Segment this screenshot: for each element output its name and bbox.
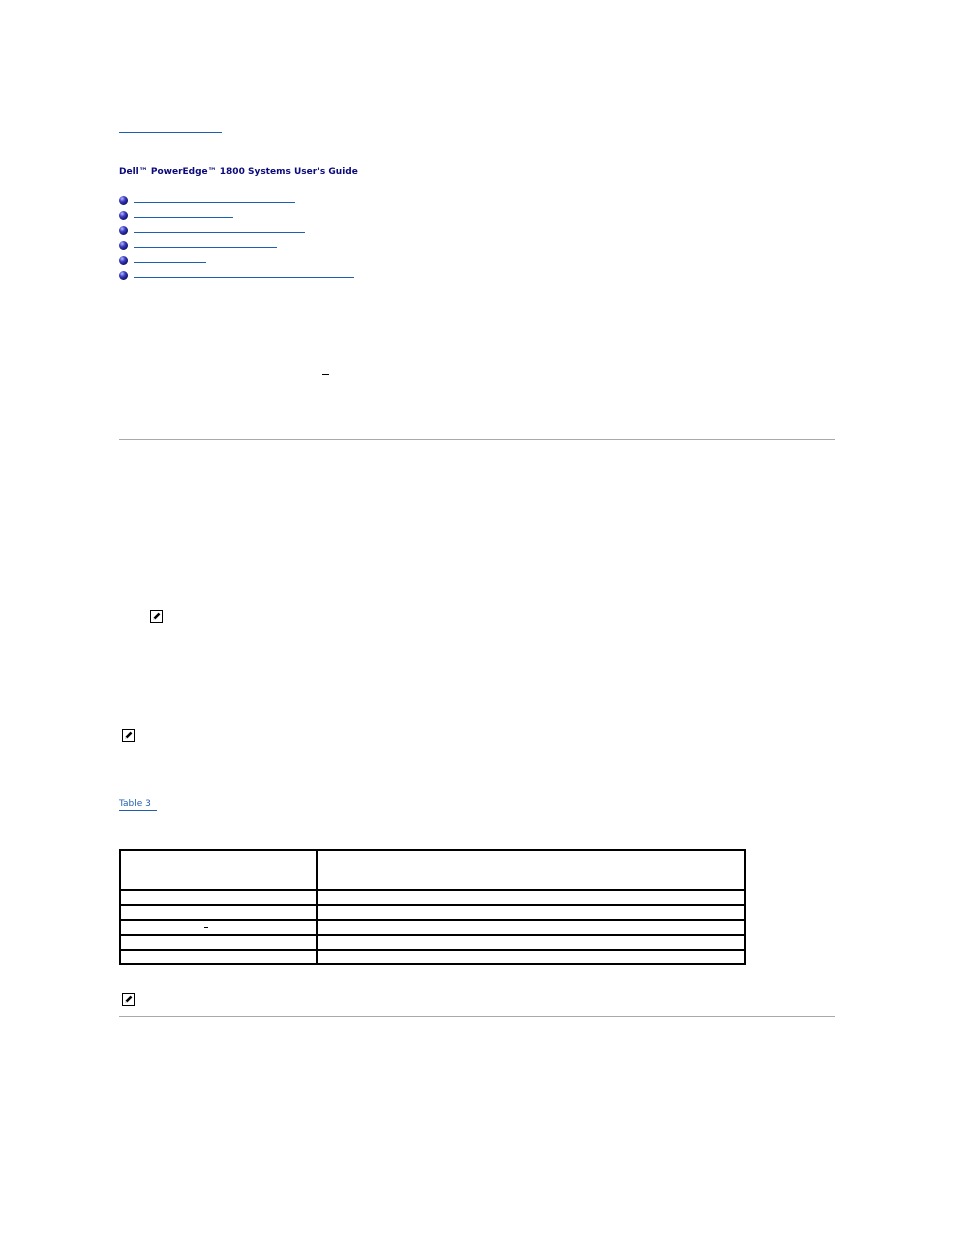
table-row (120, 905, 745, 920)
spec-table (119, 849, 746, 965)
table-cell (120, 890, 317, 905)
toc-item (119, 208, 419, 223)
table-row (120, 950, 745, 964)
bullet-icon (119, 226, 128, 235)
note-pencil-icon (122, 729, 135, 742)
bullet-icon (119, 241, 128, 250)
toc-link-3[interactable] (134, 223, 305, 233)
note-pencil-icon (150, 610, 163, 623)
footnote-dash (204, 927, 208, 928)
table-reference-link[interactable] (119, 799, 157, 811)
note-pencil-icon (122, 993, 135, 1006)
table-cell (317, 920, 745, 935)
toc-link-5[interactable] (134, 253, 206, 263)
table-cell (317, 950, 745, 964)
bullet-icon (119, 256, 128, 265)
table-cell (317, 935, 745, 950)
table-cell (120, 950, 317, 964)
toc-item (119, 253, 419, 268)
bullet-icon (119, 196, 128, 205)
section-divider (119, 1016, 835, 1017)
table-header-cell (317, 850, 745, 890)
table-cell (120, 920, 317, 935)
toc-link-4[interactable] (134, 238, 277, 248)
toc-item (119, 193, 419, 208)
table-cell (120, 905, 317, 920)
table-row (120, 935, 745, 950)
document-title: Dell™ PowerEdge™ 1800 Systems User's Guide (119, 167, 358, 177)
toc-item (119, 268, 419, 283)
toc-item (119, 238, 419, 253)
table-reference-label: Table 3 (119, 799, 151, 809)
table-cell (120, 935, 317, 950)
toc-link-2[interactable] (134, 208, 233, 218)
toc-item (119, 223, 419, 238)
toc-link-6[interactable] (134, 268, 354, 278)
bullet-icon (119, 211, 128, 220)
section-divider (119, 439, 835, 440)
table-cell (317, 905, 745, 920)
table-header-row (120, 850, 745, 890)
table-row (120, 920, 745, 935)
toc-list (119, 193, 419, 283)
table-row (120, 890, 745, 905)
footnote-mark (322, 374, 329, 375)
toc-link-1[interactable] (134, 193, 295, 203)
table-cell (317, 890, 745, 905)
back-link[interactable] (119, 120, 222, 133)
table-header-cell (120, 850, 317, 890)
bullet-icon (119, 271, 128, 280)
